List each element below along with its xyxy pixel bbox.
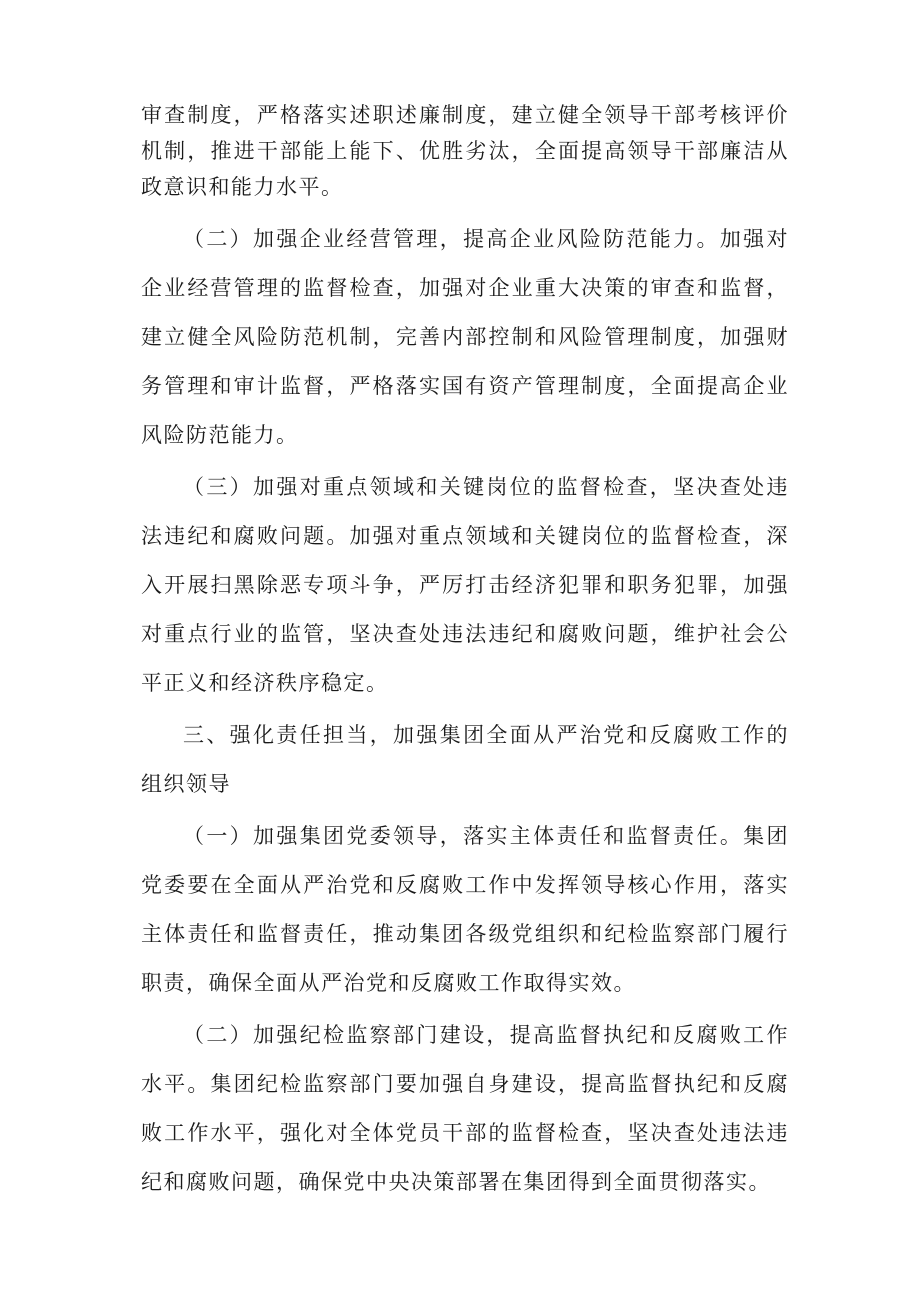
paragraph-section-2-item-2: （二）加强企业经营管理，提高企业风险防范能力。加强对企业经营管理的监督检查，加强对企业重大决策的审查和监督，建立健全风险防范机制，完善内部控制和风险管理制度，加强财务管理和审计监督，严格落实国有资产管理制度，全面提高企业风险防范能力。 <box>141 227 789 447</box>
paragraph-section-3-item-1: （一）加强集团党委领导，落实主体责任和监督责任。集团党委要在全面从严治党和反腐败工作中发挥领导核心作用，落实主体责任和监督责任，推动集团各级党组织和纪检监察部门履行职责，确保全面从严治党和反腐败工作取得实效。 <box>141 824 789 995</box>
paragraph-continuation: 审查制度，严格落实述职述廉制度，建立健全领导干部考核评价机制，推进干部能上能下、优胜劣汰，全面提高领导干部廉洁从政意识和能力水平。 <box>141 103 789 199</box>
document-body <box>141 97 789 1210</box>
paragraph-section-2-item-3: （三）加强对重点领域和关键岗位的监督检查，坚决查处违法违纪和腐败问题。加强对重点领域和关键岗位的监督检查，深入开展扫黑除恶专项斗争，严厉打击经济犯罪和职务犯罪，加强对重点行业的监管，坚决查处违法违纪和腐败问题，维护社会公平正义和经济秩序稳定。 <box>141 475 789 695</box>
section-3-heading: 三、强化责任担当，加强集团全面从严治党和反腐败工作的组织领导 <box>141 723 789 796</box>
paragraph-section-3-item-2: （二）加强纪检监察部门建设，提高监督执纪和反腐败工作水平。集团纪检监察部门要加强自身建设，提高监督执纪和反腐败工作水平，强化对全体党员干部的监督检查，坚决查处违法违纪和腐败问题，确保党中央决策部署在集团得到全面贯彻落实。 <box>141 1023 789 1194</box>
